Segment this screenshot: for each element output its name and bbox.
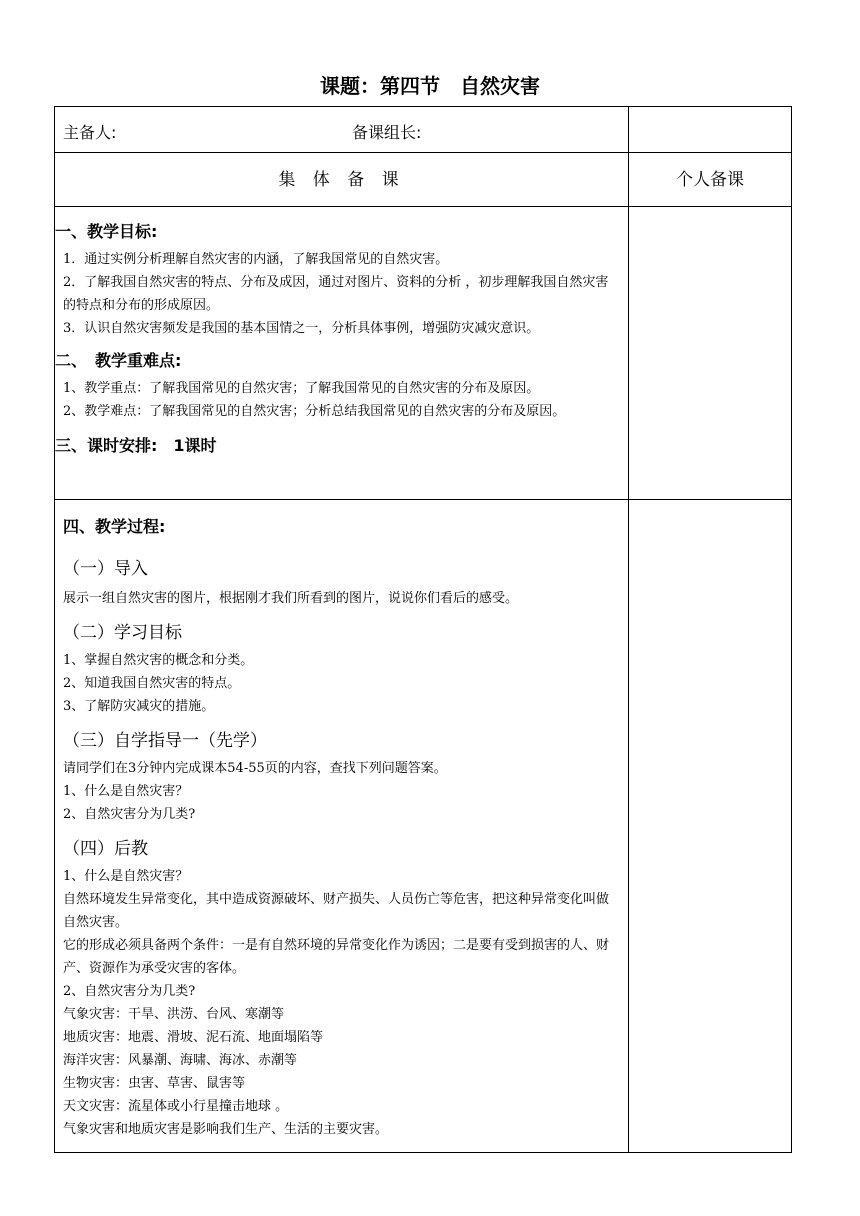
goal-item: 2．了解我国自然灾害的特点、分布及成因，通过对图片、资料的分析 ，初步理解我国自然灾害的特点和分布的形成原因。 bbox=[63, 275, 609, 313]
process-heading: 四、教学过程: bbox=[63, 517, 166, 536]
self-study-title: （三）自学指导一（先学） bbox=[63, 731, 267, 751]
list-item: 自然环境发生异常变化，其中造成资源破坏、财产损失、人员伤亡等危害，把这种异常变化叫做自然灾害。 bbox=[63, 892, 610, 930]
learning-goals-list bbox=[55, 643, 628, 718]
list-item: 海洋灾害：风暴潮、海啸、海冰、赤潮等 bbox=[63, 1053, 298, 1068]
self-study-list bbox=[55, 751, 628, 826]
after-teaching-title: （四）后教 bbox=[63, 839, 148, 859]
list-item: 2、知道我国自然灾害的特点。 bbox=[63, 676, 241, 691]
after-teaching-list bbox=[55, 859, 628, 1141]
list-item: 生物灾害：虫害、草害、鼠害等 bbox=[63, 1076, 246, 1091]
header-row bbox=[55, 153, 792, 207]
list-item: 2、自然灾害分为几类? bbox=[63, 984, 196, 999]
lesson-plan-table bbox=[54, 106, 792, 1153]
list-item: 它的形成必须具备两个条件：一是有自然环境的异常变化作为诱因；二是要有受到损害的人、财产、资源作为承受灾害的客体。 bbox=[63, 938, 610, 976]
goals-list bbox=[55, 242, 628, 340]
objectives-row bbox=[55, 207, 792, 500]
collective-header-cell bbox=[55, 153, 629, 207]
collective-header: 集 体 备 课 bbox=[278, 170, 405, 190]
personal-header-cell bbox=[629, 153, 792, 207]
keypoints-list bbox=[55, 371, 628, 423]
goal-item: 1．通过实例分析理解自然灾害的内涵，了解我国常见的自然灾害。 bbox=[63, 252, 449, 267]
list-item: 气象灾害：干旱、洪涝、台风、寒潮等 bbox=[63, 1007, 285, 1022]
group-leader-label: 备课组长: bbox=[352, 123, 422, 142]
keypoints-heading: 二、 教学重难点: bbox=[55, 351, 182, 370]
list-item: 请同学们在3分钟内完成课本54-55页的内容，查找下列问题答案。 bbox=[63, 761, 447, 776]
list-item: 天文灾害：流星体或小行星撞击地球 。 bbox=[63, 1099, 289, 1114]
preparer-cell bbox=[55, 107, 629, 153]
intro-text: 展示一组自然灾害的图片，根据刚才我们所看到的图片，说说你们看后的感受。 bbox=[63, 591, 519, 606]
objectives-cell bbox=[55, 207, 629, 500]
preparer-row bbox=[55, 107, 792, 153]
list-item: 1、什么是自然灾害？ bbox=[63, 784, 189, 799]
objectives-personal-cell bbox=[629, 207, 792, 500]
intro-title: （一）导入 bbox=[63, 559, 148, 579]
main-preparer-label: 主备人: bbox=[63, 123, 117, 142]
schedule-heading: 三、课时安排: 1课时 bbox=[55, 436, 217, 455]
list-item: 3、了解防灾减灾的措施。 bbox=[63, 699, 215, 714]
process-row bbox=[55, 500, 792, 1153]
preparer-blank-cell bbox=[629, 107, 792, 153]
page-title: 课题：第四节 自然灾害 bbox=[320, 74, 540, 98]
list-item: 1、什么是自然灾害？ bbox=[63, 869, 189, 884]
goals-heading: 一、教学目标: bbox=[55, 222, 158, 241]
list-item: 2、自然灾害分为几类? bbox=[63, 807, 196, 822]
process-cell bbox=[55, 500, 629, 1153]
list-item: 气象灾害和地质灾害是影响我们生产、生活的主要灾害。 bbox=[63, 1122, 389, 1137]
process-personal-cell bbox=[629, 500, 792, 1153]
personal-header: 个人备课 bbox=[676, 170, 744, 190]
list-item: 1、掌握自然灾害的概念和分类。 bbox=[63, 653, 254, 668]
goal-item: 3．认识自然灾害频发是我国的基本国情之一，分析具体事例，增强防灾减灾意识。 bbox=[63, 321, 540, 336]
keypoint-item: 2、教学难点：了解我国常见的自然灾害；分析总结我国常见的自然灾害的分布及原因。 bbox=[63, 404, 566, 419]
learning-goals-title: （二）学习目标 bbox=[63, 623, 182, 643]
keypoint-item: 1、教学重点：了解我国常见的自然灾害；了解我国常见的自然灾害的分布及原因。 bbox=[63, 381, 540, 396]
list-item: 地质灾害：地震、滑坡、泥石流、地面塌陷等 bbox=[63, 1030, 324, 1045]
